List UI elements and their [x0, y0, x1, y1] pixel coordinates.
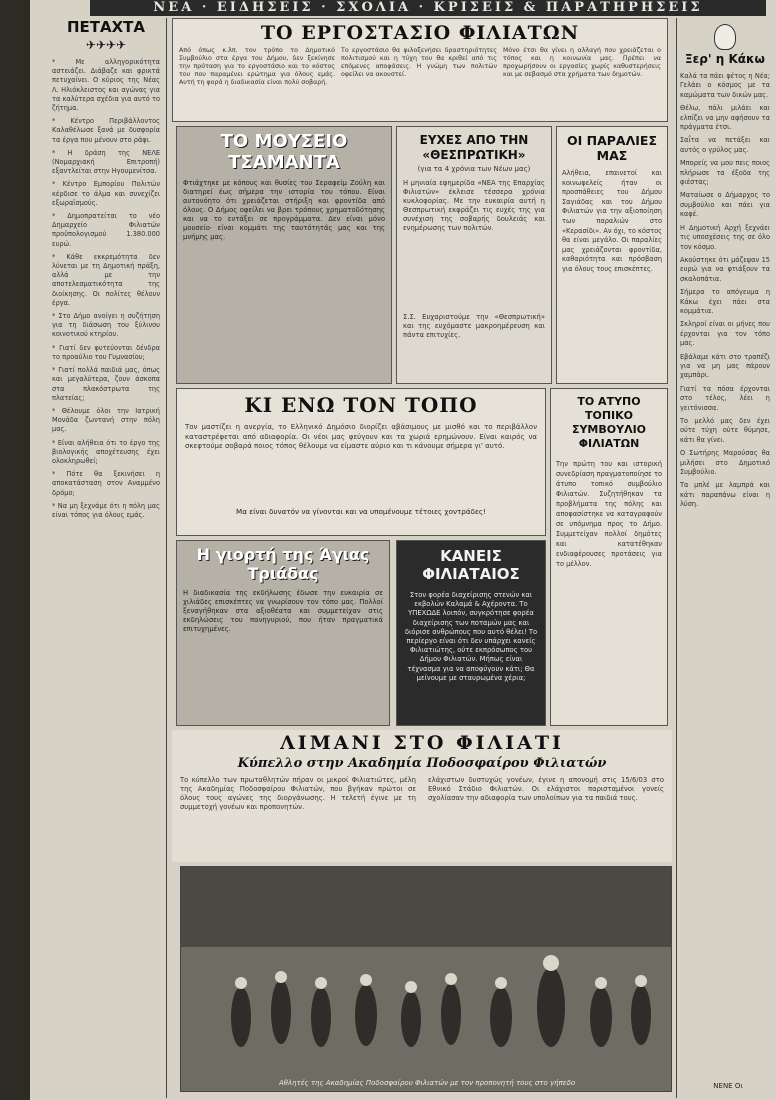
list-item: Γιατί τα πόσα έρχονται στο τέλος, λέει η γειτόνισσα. [680, 384, 770, 412]
museum-text: Φτιάχτηκε με κόπους και θυσίες του Σεραφείμ Ζούλη και διατηρεί έως σήμερα την ιστορία του τόπου. Είναι αυτονόητο ότι χρειάζεται στήριξη και φροντίδα από όλους. Ο Δήμος οφείλει να βρει τρόπους χρηματοδότησης και να το εντάξει σε προγράμματα. Δεν είναι μόνο μουσείο· είναι κομμάτι της ταυτότητάς μας και της μνήμης μας. [183, 179, 385, 241]
left-column [52, 18, 160, 1098]
column-divider [676, 18, 677, 1098]
list-item: * Στο Δήμο ανοίγει η συζήτηση για τη διάσωση του ξύλινου κοινοτικού κτηρίου. [52, 312, 160, 339]
factory-col-2: Το εργοστάσιο θα φιλοξενήσει δραστηριότητες πολιτισμού και η τύχη του θα κριθεί από τις επόμενες αποφάσεις. Η γνώμη των πολιτών οφείλει να ακουστεί. [341, 47, 497, 79]
wishes-text: Η μηνιαία εφημερίδα «ΝΕΑ της Επαρχίας Φιλιατών» έκλεισε τέσσερα χρόνια κυκλοφορίας. Με την ευκαιρία αυτή η Θεσπρωτική εκφράζει τις ευχές της για συνέχιση της σοβαρής δουλειάς και ενημέρωσης των πολιτών. [403, 179, 545, 232]
list-item: * Γιατί δεν φυτεύονται δένδρα το προαύλιο του Γυμνασίου; [52, 343, 160, 361]
meanwhile-text: Τον μαστίζει η ανεργία, το Ελληνικό Δημόσιο διορίζει αβάσιμους με μισθό και το περιβάλλον καταστρέφεται από αδιαφορία. Οι νέοι μας φεύγουν και τα χωριά ερημώνουν. Είναι καιρός να σκεφτούμε σοβαρά ποιος τόπος θέλουμε να είμαστε αύριο και τι κάνουμε σήμερα γι' αυτό. [185, 423, 537, 451]
column-divider [166, 18, 167, 1098]
port-col-1: Το κύπελλο των πρωταθλητών πήραν οι μικροί Φιλιατιώτες, μέλη της Ακαδημίας Ποδοσφαίρου Φιλιατών, που βγήκαν πρώτοι σε όλους τους αγώνες της διοργάνωσης. Η τελετή έγινε με τη συμμετοχή γονέων και προπονητών. [180, 776, 416, 811]
beaches-article [556, 126, 668, 384]
right-column [680, 18, 770, 1098]
page-footer: ΝΕΝΕ Οι [713, 1082, 743, 1090]
factory-title: ΤΟ ΕΡΓΟΣΤΑΣΙΟ ΦΙΛΙΑΤΩΝ [260, 22, 580, 44]
list-item: * Με αλληγορικότητα αστειάζει. Διάβαζε και φρικτά πετυχαίνει. Ο κύριος της Νέας Λ. Ηλιόκλειστος και αγώνας για τα καλύτερα σχέδια για αυτό το ζήτημα. [52, 58, 160, 113]
wishes-title: ΕΥΧΕΣ ΑΠΟ ΤΗΝ «ΘΕΣΠΡΩΤΙΚΗ» [419, 133, 529, 162]
kako-avatar [714, 24, 736, 50]
factory-col-3: Μόνο έτσι θα γίνει η αλλαγή που χρειάζεται ο τόπος και η κοινωνία μας. Πρέπει να προχωρήσουν οι εργασίες χωρίς καθυστερήσεις και με σεβασμό στα χρήματα των δημοτών. [503, 47, 661, 79]
council-title: ΤΟ ΑΤΥΠΟ ΤΟΠΙΚΟ ΣΥΜΒΟΥΛΙΟ ΦΙΛΙΑΤΩΝ [571, 395, 647, 450]
list-item: Θέλω, πάλι μιλάει και ελπίζει να μην αφήσουν τα πράγματα έτσι. [680, 104, 770, 132]
football-team-photo [180, 866, 672, 1092]
list-item: * Η δράση της ΝΕΛΕ (Νομαρχιακή Επιτροπή) εξαντλείται στην Ηγουμενίτσα. [52, 148, 160, 176]
left-column-title: ΠΕΤΑΧΤΑ [66, 18, 146, 36]
list-item: * Θέλουμε όλοι την Ιατρική Μονάδα ζωντανή στην πόλη μας. [52, 406, 160, 434]
list-item: Ο Σωτήρης Μαρούσας θα μιλήσει στο Δημοτικό Συμβούλιο. [680, 449, 770, 477]
list-item: * Γιατί πολλά παιδιά μας, όπως και μεγαλύτερα, ζουν άσκοπα στα πλακόστρωτα της πλατείας; [52, 366, 160, 402]
museum-title: ΤΟ ΜΟΥΣΕΙΟ ΤΣΑΜΑΝΤΑ [220, 131, 348, 173]
list-item: Μπορείς να μου πεις ποιος πλήρωσε τα έξοδα της φιέστας; [680, 159, 770, 187]
council-article [550, 388, 668, 726]
port-col-2: ελάχιστων δυστυχώς γονέων, έγινε η απονομή στις 15/6/03 στο Εθνικό Στάδιο Φιλιατών. Οι ελάχιστοι παρισταμένοι γονείς σχολίασαν την αδιαφορία των υπολοίπων για τα παιδιά τους. [428, 776, 664, 802]
photo-caption: Αθλητές της Ακαδημίας Ποδοσφαίρου Φιλιατών με τον προπονητή τους στο γήπεδο [278, 1079, 576, 1087]
list-item: * Κέντρο Εμπορίου Πολιτών κέρδισε το άλμα και συνεχίζει εξωραϊσμούς. [52, 180, 160, 207]
trinity-article [176, 540, 390, 726]
arrows-icon: ✈✈✈✈ [85, 38, 127, 52]
port-article [172, 730, 672, 862]
port-title: ΛΙΜΑΝΙ ΣΤΟ ΦΙΛΙΑΤΙ [280, 732, 564, 754]
team-photo-illustration [181, 867, 672, 1092]
beaches-text: Αλήθεια, επαινετοί και κοινωφελείς ήταν οι προσπάθειες του Δήμου Σαγιάδας και του Δήμου Φιλιατών για την αξιοποίηση των παραλιών στο «Κερασίδι». Αν όχι, το κόστος θα είναι μεγάλο. Οι παραλίες μας χρειάζονται φροντίδα, καθαριότητα και πρόσβαση για όλους τους επισκέπτες. [562, 169, 662, 273]
wishes-subtitle: (για τα 4 χρόνια των Νέων μας) [417, 165, 531, 173]
list-item: Η Δημοτική Αρχή ξεχνάει τις υποσχέσεις της σε όλο τον κόσμο. [680, 223, 770, 251]
list-item: * Κάθε εκκρεμότητα δεν λύνεται με τη Δημοτική πράξη, αλλά με την αποτελεσματικότητα της διοίκησης. Οι πολίτες θέλουν έργα. [52, 252, 160, 307]
masthead: ΝΕΑ · ΕΙΔΗΣΕΙΣ · ΣΧΟΛΙΑ · ΚΡΙΣΕΙΣ & ΠΑΡΑΤΗΡΗΣΕΙΣ [90, 0, 766, 16]
nobody-title: ΚΑΝΕΙΣ ΦΙΛΙΑΤΑΙΟΣ [422, 547, 520, 583]
list-item: Το μελλό μας δεν έχει ούτε τύχη ούτε θύμησε, κάτι θα γίνει. [680, 417, 770, 444]
factory-col-1: Από όπως κ.λπ. τον τρόπο το Δημοτικό Συμβούλιο στα έργα του Δήμου, δεν ξεκίνησε την πρόταση για το εργοστάσιο και το κόστος του που παραμένει ερώτημα για όλους εμάς. Αυτή τη φορά η διαδικασία είναι πολύ σοβαρή. [179, 47, 335, 87]
meanwhile-title: ΚΙ ΕΝΩ ΤΟΝ ΤΟΠΟ [244, 393, 478, 417]
list-item: Σαΐτα να πετάξει και αυτός ο γρύλος μας. [680, 136, 770, 154]
list-item: * Πότε θα ξεκινήσει η αποκατάσταση στον Αναμμένο δρόμο; [52, 470, 160, 497]
list-item: * Δημοπρατείται το νέο Δημαρχείο Φιλιατών προϋπολογισμού 1.380.000 ευρώ. [52, 212, 160, 248]
beaches-title: ΟΙ ΠΑΡΑΛΙΕΣ ΜΑΣ [566, 133, 657, 163]
list-item: * Είναι αλήθεια ότι το έργο της βιολογικής αποχέτευσης έχει ολοκληρωθεί; [52, 438, 160, 465]
list-item: Σήμερα το απόγευμα η Κάκω έχει πάει στα κομμάτια. [680, 288, 770, 315]
list-item: Εβάλαμε κάτι στο τραπέζι για να μη μας πάρουν χαμπάρι. [680, 352, 770, 380]
left-column-items [52, 58, 160, 524]
list-item: Καλά τα πάει φέτος η Νέα; Γελάει ο κόσμος με τα καμώματα των δικών μας. [680, 72, 770, 99]
list-item: * Να μη ξεχνάμε ότι η πόλη μας είναι τόπος για όλους εμάς. [52, 501, 160, 519]
trinity-title: Η γιορτή της Άγιας Τριάδας [196, 545, 370, 583]
nobody-text: Στον φορέα διαχείρισης στενών και εκβολών Καλαμά & Αχέροντα. Το ΥΠΕΧΩΔΕ λοιπόν, συγκρότησε φορέα διαχείρισης των ποταμών μας και διόρισε ανθρώπους που αυτό θέλει! Το περίεργο είναι ότι δεν υπάρχει κανείς Φιλιατιώτης, ούτε εκπρόσωπος του Δήμου Φιλιατών. Μήπως είναι τέχνασμα για να αποφύγουν κάτι; Θα μείνουμε με σταυρωμένα χέρια; [404, 591, 538, 682]
list-item: Σκληροί είναι οι μήνες που έρχονται για τον τόπο μας. [680, 320, 770, 348]
right-column-items [680, 72, 770, 514]
factory-article [172, 18, 668, 122]
newspaper-page [30, 0, 776, 1100]
wishes-article [396, 126, 552, 384]
museum-article [176, 126, 392, 384]
meanwhile-article [176, 388, 546, 536]
trinity-text: Η διαδικασία της εκδήλωσης έδωσε την ευκαιρία σε χιλιάδες επισκέπτες να γνωρίσουν τον τόπο μας. Πολλοί ξεναγήθηκαν στα αξιοθέατα και συμμετείχαν στις εκδηλώσεις του πανηγυριού, που ήταν πραγματικά επιτυχημένες. [183, 589, 383, 633]
list-item: Ματαίωσε ο Δήμαρχος το συμβούλιο και πάει για καφέ. [680, 191, 770, 219]
wishes-signature: Σ.Σ. Ευχαριστούμε την «Θεσπρωτική» και της ευχόμαστε μακροημέρευση και πάντα επιτυχίες. [403, 313, 545, 339]
list-item: * Κέντρο Περιβάλλοντος Καλαθέλωσε ξανά με δυσφορία τα έργα που μένουν στο ράφι. [52, 117, 160, 144]
right-column-title: Ξερ' η Κάκω [685, 52, 765, 66]
port-subtitle: Κύπελλο στην Ακαδημία Ποδοσφαίρου Φιλιατών [237, 756, 607, 771]
council-text: Την πρώτη του και ιστορική συνεδρίαση πραγματοποίησε το άτυπο τοπικό συμβούλιο Φιλιατών. Συζητήθηκαν τα προβλήματα της πόλης και αποφασίστηκε να καταγραφούν σε υπόμνημα προς το Δήμο. Συμμετείχαν πολλοί δημότες και κατατέθηκαν ενδιαφέρουσες προτάσεις για το μέλλον. [556, 460, 662, 568]
nobody-article [396, 540, 546, 726]
meanwhile-closing: Μα είναι δυνατόν να γίνονται και να υπομένουμε τέτοιες χοντράδες! [236, 507, 486, 516]
list-item: Τα μπλέ με λαμπρά και κάτι παραπάνω είναι η λύση. [680, 481, 770, 509]
list-item: Ακούστηκε ότι μάζεψαν 15 ευρώ για να φτιάξουν τα σκαλοπάτια. [680, 255, 770, 283]
